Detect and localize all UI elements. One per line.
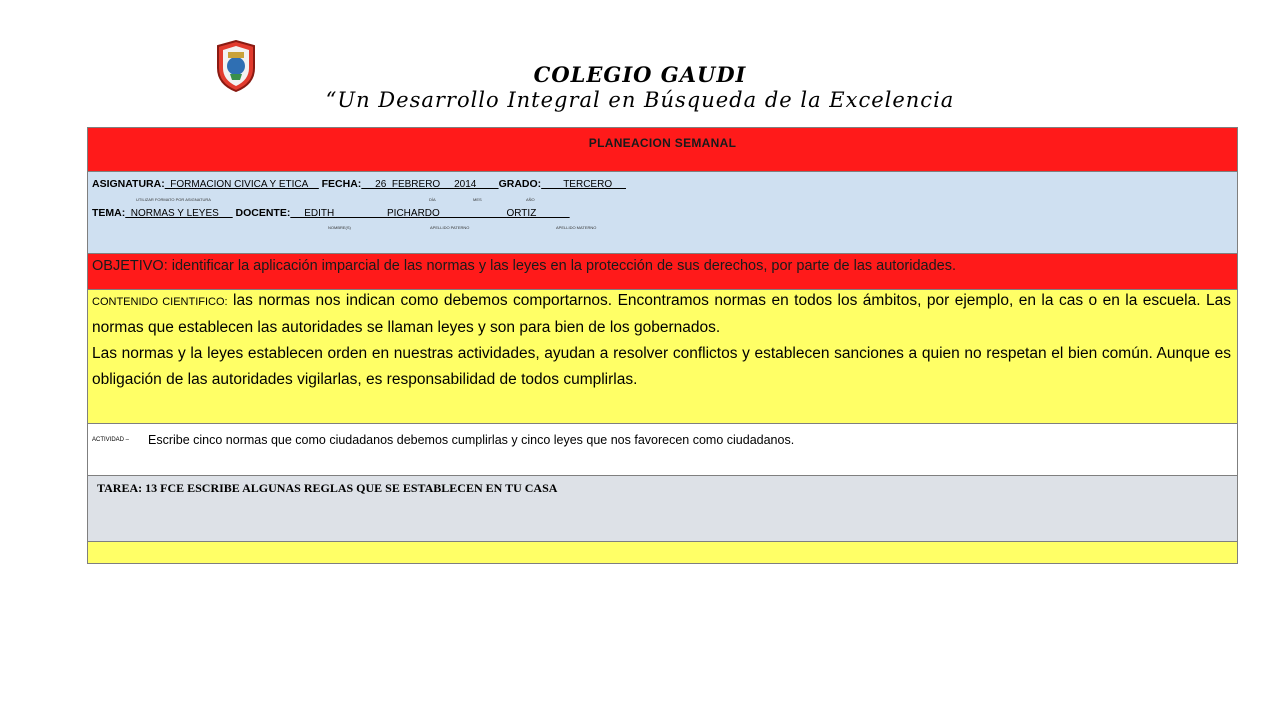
contenido-label: CONTENIDO CIENTIFICO: bbox=[92, 296, 228, 308]
actividad-text: Escribe cinco normas que como ciudadanos debemos cumplirlas y cinco leyes que nos favorecen como ciudadanos. bbox=[148, 433, 795, 447]
docente-materno: ORTIZ bbox=[506, 208, 570, 219]
contenido-text bbox=[92, 288, 1231, 393]
school-name: COLEGIO GAUDI bbox=[533, 62, 747, 87]
plan-title: PLANEACION SEMANAL bbox=[588, 136, 737, 150]
hint-asignatura: UTILIZAR FORMATO POR ASIGNATURA bbox=[136, 197, 211, 202]
contenido-paragraph-1 bbox=[92, 288, 1231, 341]
objetivo-text: OBJETIVO: identificar la aplicación imparcial de las normas y las leyes en la protección de sus derechos, por parte de las autoridades. bbox=[92, 258, 956, 274]
docente-label: DOCENTE: bbox=[235, 207, 291, 219]
hint-anio: AÑO bbox=[526, 197, 535, 202]
hint-mes: MES bbox=[473, 197, 482, 202]
contenido-paragraph-2: Las normas y la leyes establecen orden en nuestras actividades, ayudan a resolver conflictos y establecen sanciones a quien no respetan el bien común. Aunque es obligación de las autoridades vigilarlas, es responsabilidad de todos cumplirlas. bbox=[92, 345, 1231, 388]
fecha-label: FECHA: bbox=[321, 178, 362, 190]
fecha-value: 26 FEBRERO 2014 bbox=[361, 179, 499, 190]
hint-materno: APELLIDO MATERNO bbox=[556, 225, 597, 230]
weekly-plan-table bbox=[87, 127, 1238, 564]
asignatura-line bbox=[92, 178, 626, 190]
school-motto: “Un Desarrollo Integral en Búsqueda de la Excelencia bbox=[325, 88, 955, 112]
actividad-row bbox=[88, 424, 1237, 476]
docente-paterno: PICHARDO bbox=[387, 208, 507, 219]
tema-label: TEMA: bbox=[92, 207, 126, 219]
hint-paterno: APELLIDO PATERNO bbox=[430, 225, 470, 230]
hint-dia: DÍA bbox=[429, 197, 436, 202]
tarea-row bbox=[88, 476, 1237, 542]
actividad-label: ACTIVIDAD – bbox=[92, 437, 130, 443]
empty-row bbox=[88, 542, 1237, 563]
docente-nombre: EDITH bbox=[290, 208, 388, 219]
plan-title-row bbox=[88, 128, 1237, 172]
contenido-row bbox=[88, 290, 1237, 424]
tema-line bbox=[92, 207, 570, 219]
objetivo-row bbox=[88, 254, 1237, 290]
tema-value: NORMAS Y LEYES bbox=[125, 208, 233, 219]
asignatura-value: FORMACION CIVICA Y ETICA bbox=[164, 179, 319, 190]
asignatura-label: ASIGNATURA: bbox=[92, 178, 165, 190]
hint-nombres: NOMBRE(S) bbox=[328, 225, 351, 230]
tarea-text: TAREA: 13 FCE ESCRIBE ALGUNAS REGLAS QUE SE ESTABLECEN EN TU CASA bbox=[97, 481, 558, 495]
plan-info-row bbox=[88, 172, 1237, 254]
grado-label: GRADO: bbox=[498, 178, 542, 190]
contenido-p1: las normas nos indican como debemos comportarnos. Encontramos normas en todos los ámbitos, por ejemplo, en la cas o en la escuela. Las normas que establecen las autoridades se llaman leyes y son para bien de los gobernados. bbox=[92, 292, 1231, 336]
grado-value: TERCERO bbox=[541, 179, 626, 190]
